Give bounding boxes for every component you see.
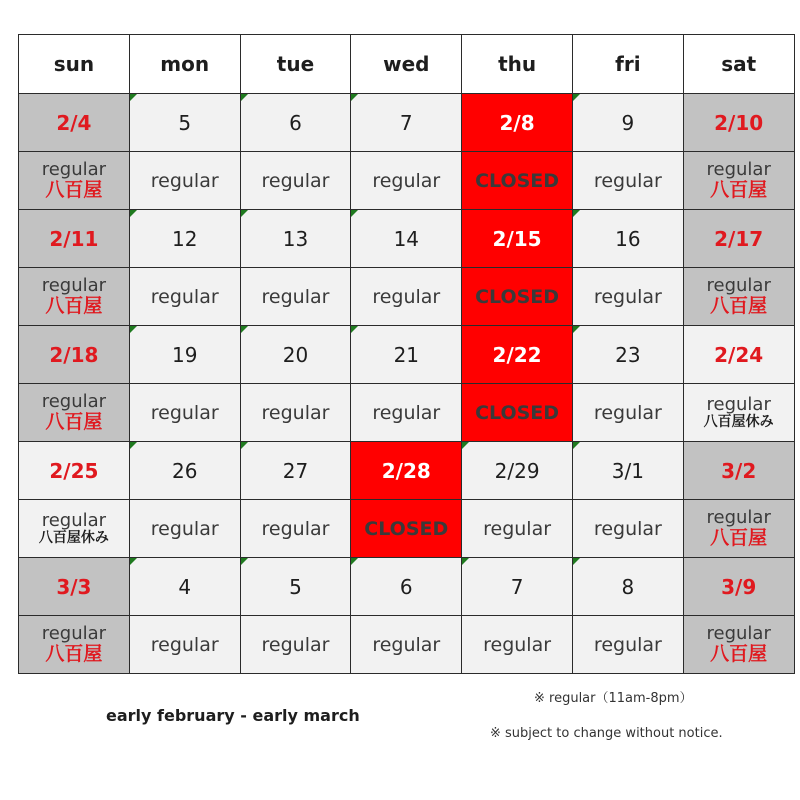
- status-cell-tue: [240, 500, 351, 558]
- greengrocer-note: 八百屋: [710, 178, 768, 201]
- weekday-header-sun: sun: [19, 35, 130, 94]
- corner-marker: [241, 558, 248, 565]
- status-cell-sun: [19, 616, 130, 674]
- date-row: [19, 558, 795, 616]
- date-cell-tue: 27: [240, 442, 351, 500]
- status-label: regular: [706, 623, 771, 645]
- status-stack: [19, 160, 129, 201]
- date-cell-mon: 5: [129, 94, 240, 152]
- status-stack: [684, 395, 794, 430]
- weekday-header-row: [19, 35, 795, 94]
- greengrocer-note: 八百屋: [710, 642, 768, 665]
- corner-marker: [130, 210, 137, 217]
- status-row: [19, 152, 795, 210]
- status-cell-sat: [683, 268, 794, 326]
- status-cell-tue: [240, 384, 351, 442]
- status-label: regular: [150, 517, 219, 540]
- date-cell-thu: 2/29: [462, 442, 573, 500]
- date-cell-tue: 5: [240, 558, 351, 616]
- greengrocer-note: 八百屋: [45, 178, 103, 201]
- status-cell-tue: [240, 268, 351, 326]
- status-cell-thu: [462, 616, 573, 674]
- weekday-header-wed: wed: [351, 35, 462, 94]
- corner-marker: [462, 558, 469, 565]
- date-cell-sun: 2/18: [19, 326, 130, 384]
- status-label: regular: [41, 623, 107, 645]
- status-label: regular: [261, 633, 330, 656]
- date-cell-fri: 3/1: [572, 442, 683, 500]
- date-cell-thu: 2/8: [462, 94, 573, 152]
- date-row: [19, 326, 795, 384]
- status-label: regular: [706, 159, 771, 181]
- calendar-body: [19, 35, 795, 674]
- status-label: regular: [41, 275, 107, 297]
- closed-label: CLOSED: [475, 285, 560, 308]
- status-label: regular: [483, 633, 552, 656]
- status-row: [19, 268, 795, 326]
- greengrocer-note: 八百屋: [710, 526, 768, 549]
- status-label: regular: [41, 159, 107, 181]
- corner-marker: [573, 210, 580, 217]
- status-cell-fri: [572, 616, 683, 674]
- corner-marker: [130, 558, 137, 565]
- corner-marker: [573, 326, 580, 333]
- status-label: regular: [372, 169, 441, 192]
- status-label: regular: [593, 517, 662, 540]
- date-cell-sun: 2/4: [19, 94, 130, 152]
- status-label: regular: [150, 633, 219, 656]
- status-cell-fri: [572, 384, 683, 442]
- change-notice: ※ subject to change without notice.: [490, 726, 723, 741]
- status-cell-thu: [462, 268, 573, 326]
- status-stack: [684, 508, 794, 549]
- status-label: regular: [593, 169, 662, 192]
- status-stack: [684, 624, 794, 665]
- status-label: regular: [261, 169, 330, 192]
- status-label: regular: [706, 393, 771, 415]
- closed-label: CLOSED: [364, 517, 449, 540]
- weekday-header-thu: thu: [462, 35, 573, 94]
- status-stack: [19, 624, 129, 665]
- status-row: [19, 616, 795, 674]
- status-stack: [684, 160, 794, 201]
- date-cell-tue: 20: [240, 326, 351, 384]
- status-cell-sun: [19, 268, 130, 326]
- status-cell-sat: [683, 616, 794, 674]
- date-cell-thu: 7: [462, 558, 573, 616]
- date-cell-fri: 9: [572, 94, 683, 152]
- status-cell-mon: [129, 152, 240, 210]
- corner-marker: [351, 326, 358, 333]
- corner-marker: [130, 442, 137, 449]
- weekday-header-tue: tue: [240, 35, 351, 94]
- date-row: [19, 210, 795, 268]
- corner-marker: [351, 210, 358, 217]
- date-cell-wed: 21: [351, 326, 462, 384]
- status-cell-thu: [462, 384, 573, 442]
- date-cell-wed: 2/28: [351, 442, 462, 500]
- date-cell-mon: 19: [129, 326, 240, 384]
- status-label: regular: [483, 517, 552, 540]
- weekday-header-mon: mon: [129, 35, 240, 94]
- status-label: regular: [41, 391, 107, 413]
- weekday-header-sat: sat: [683, 35, 794, 94]
- status-cell-sun: [19, 384, 130, 442]
- date-cell-sun: 2/25: [19, 442, 130, 500]
- weekday-header-fri: fri: [572, 35, 683, 94]
- corner-marker: [130, 94, 137, 101]
- date-cell-wed: 14: [351, 210, 462, 268]
- status-cell-wed: [351, 500, 462, 558]
- status-cell-sat: [683, 500, 794, 558]
- status-label: regular: [372, 285, 441, 308]
- date-cell-fri: 8: [572, 558, 683, 616]
- status-label: regular: [150, 285, 219, 308]
- status-label: regular: [372, 401, 441, 424]
- status-cell-sat: [683, 152, 794, 210]
- status-cell-wed: [351, 616, 462, 674]
- status-stack: [19, 511, 129, 546]
- date-cell-fri: 23: [572, 326, 683, 384]
- status-label: regular: [261, 401, 330, 424]
- status-cell-thu: [462, 500, 573, 558]
- status-cell-tue: [240, 616, 351, 674]
- date-cell-tue: 6: [240, 94, 351, 152]
- status-stack: [19, 392, 129, 433]
- closed-label: CLOSED: [475, 169, 560, 192]
- date-cell-wed: 7: [351, 94, 462, 152]
- date-cell-thu: 2/22: [462, 326, 573, 384]
- corner-marker: [573, 558, 580, 565]
- status-label: regular: [593, 633, 662, 656]
- status-stack: [19, 276, 129, 317]
- status-cell-wed: [351, 384, 462, 442]
- status-cell-mon: [129, 616, 240, 674]
- closed-label: CLOSED: [475, 401, 560, 424]
- date-cell-wed: 6: [351, 558, 462, 616]
- status-cell-fri: [572, 500, 683, 558]
- status-label: regular: [706, 507, 771, 529]
- date-row: [19, 442, 795, 500]
- greengrocer-note: 八百屋休み: [703, 413, 774, 430]
- status-label: regular: [150, 169, 219, 192]
- date-cell-sun: 2/11: [19, 210, 130, 268]
- status-cell-tue: [240, 152, 351, 210]
- status-cell-mon: [129, 384, 240, 442]
- status-label: regular: [150, 401, 219, 424]
- date-cell-mon: 12: [129, 210, 240, 268]
- greengrocer-note: 八百屋: [710, 294, 768, 317]
- status-label: regular: [593, 285, 662, 308]
- status-cell-mon: [129, 268, 240, 326]
- corner-marker: [241, 442, 248, 449]
- corner-marker: [241, 326, 248, 333]
- greengrocer-note: 八百屋休み: [38, 529, 109, 546]
- schedule-calendar: [18, 34, 795, 674]
- status-row: [19, 384, 795, 442]
- status-cell-fri: [572, 152, 683, 210]
- date-cell-sat: 2/17: [683, 210, 794, 268]
- status-label: regular: [593, 401, 662, 424]
- corner-marker: [241, 210, 248, 217]
- date-cell-thu: 2/15: [462, 210, 573, 268]
- status-cell-wed: [351, 152, 462, 210]
- status-row: [19, 500, 795, 558]
- date-row: [19, 94, 795, 152]
- date-cell-mon: 26: [129, 442, 240, 500]
- date-cell-sun: 3/3: [19, 558, 130, 616]
- date-cell-tue: 13: [240, 210, 351, 268]
- greengrocer-note: 八百屋: [45, 294, 103, 317]
- status-cell-fri: [572, 268, 683, 326]
- status-label: regular: [41, 509, 107, 531]
- status-label: regular: [261, 517, 330, 540]
- date-cell-sat: 3/2: [683, 442, 794, 500]
- period-caption: early february - early march: [106, 706, 360, 725]
- status-cell-wed: [351, 268, 462, 326]
- corner-marker: [130, 326, 137, 333]
- date-cell-sat: 3/9: [683, 558, 794, 616]
- greengrocer-note: 八百屋: [45, 642, 103, 665]
- corner-marker: [462, 442, 469, 449]
- greengrocer-note: 八百屋: [45, 410, 103, 433]
- status-cell-thu: [462, 152, 573, 210]
- status-cell-sat: [683, 384, 794, 442]
- date-cell-sat: 2/24: [683, 326, 794, 384]
- date-cell-fri: 16: [572, 210, 683, 268]
- corner-marker: [573, 94, 580, 101]
- corner-marker: [351, 94, 358, 101]
- corner-marker: [241, 94, 248, 101]
- status-label: regular: [261, 285, 330, 308]
- status-label: regular: [372, 633, 441, 656]
- status-cell-sun: [19, 152, 130, 210]
- status-stack: [684, 276, 794, 317]
- date-cell-sat: 2/10: [683, 94, 794, 152]
- hours-note: ※ regular（11am-8pm）: [534, 691, 693, 706]
- corner-marker: [573, 442, 580, 449]
- corner-marker: [351, 558, 358, 565]
- status-label: regular: [706, 275, 771, 297]
- status-cell-sun: [19, 500, 130, 558]
- date-cell-mon: 4: [129, 558, 240, 616]
- status-cell-mon: [129, 500, 240, 558]
